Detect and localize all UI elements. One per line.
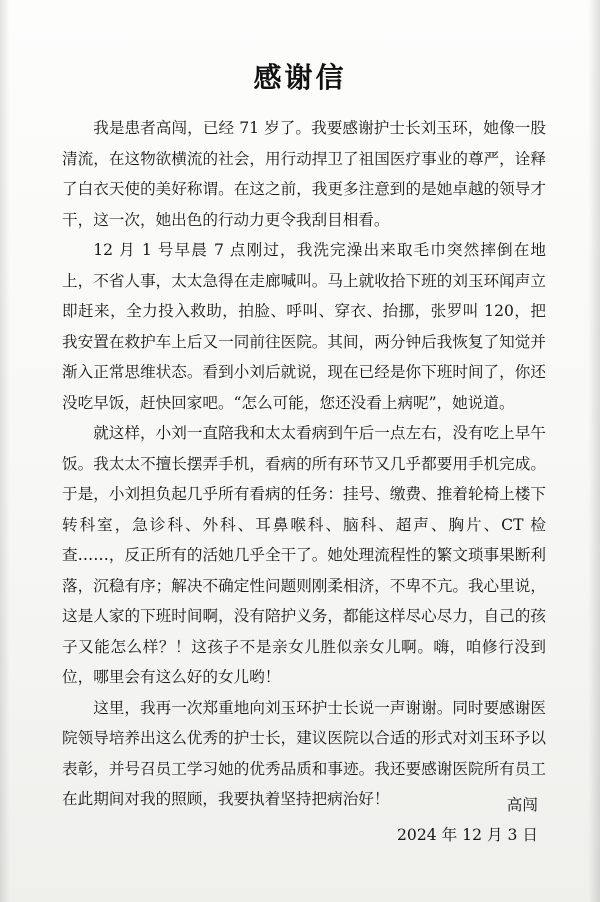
signature-name: 高闯	[506, 796, 538, 814]
letter-paragraph: 12 月 1 号早晨 7 点刚过，我洗完澡出来取毛巾突然摔倒在地上，不省人事，太太急得在走廊喊叫。马上就收拾下班的刘玉环闻声立即赶来，全力投入救助，拍脸、呼叫、穿衣、抬挪，张罗叫 120，把我安置在救护车上后又一同前往医院。其间，两分钟后我恢复了知觉并渐入正常思维状态。看到小刘后就说，现在已经是你下班时间了，你还没吃早饭，赶快回家吧。“怎么可能，您还没看上病呢”，她说道。	[62, 241, 546, 412]
page-edge-shadow	[588, 0, 600, 902]
letter-paragraph: 这里，我再一次郑重地向刘玉环护士长说一声谢谢。同时要感谢医院领导培养出这么优秀的护士长，建议医院以合适的形式对刘玉环予以表彰，并号召员工学习她的优秀品质和事迹。我还要感谢医院所有员工在此期间对我的照顾，我要执着坚持把病治好！	[62, 698, 546, 808]
letter-signature-block	[397, 790, 538, 850]
letter-paragraph: 就这样，小刘一直陪我和太太看病到午后一点左右，没有吃上早午饭。我太太不擅长摆弄手机，看病的所有环节又几乎都要用手机完成。于是，小刘担负起几乎所有看病的任务：挂号、缴费、推着轮椅上楼下转科室，急诊科、外科、耳鼻喉科、脑科、超声、胸片、CT 检查……，反正所有的活她几乎全干了。她处理流程性的繁文琐事果断利落，沉稳有序；解决不确定性问题则刚柔相济，不卑不亢。我心里说，这是人家的下班时间啊，没有陪护义务，都能这样尽心尽力，自己的孩子又能怎么样？！这孩子不是亲女儿胜似亲女儿啊。嗨，咱修行没到位，哪里会有这么好的女儿哟！	[62, 424, 546, 686]
signature-date: 2024 年 12 月 3 日	[396, 826, 538, 844]
page-edge-shadow	[0, 0, 10, 902]
letter-title: 感谢信	[253, 61, 347, 94]
letter-body	[62, 113, 546, 815]
letter-paragraph: 我是患者高闯，已经 71 岁了。我要感谢护士长刘玉环，她像一股清流，在这物欲横流的社会，用行动捍卫了祖国医疗事业的尊严，诠释了白衣天使的美好称谓。在这之前，我更多注意到的是她卓越的领导才干，这一次，她出色的行动力更令我刮目相看。	[62, 119, 546, 229]
